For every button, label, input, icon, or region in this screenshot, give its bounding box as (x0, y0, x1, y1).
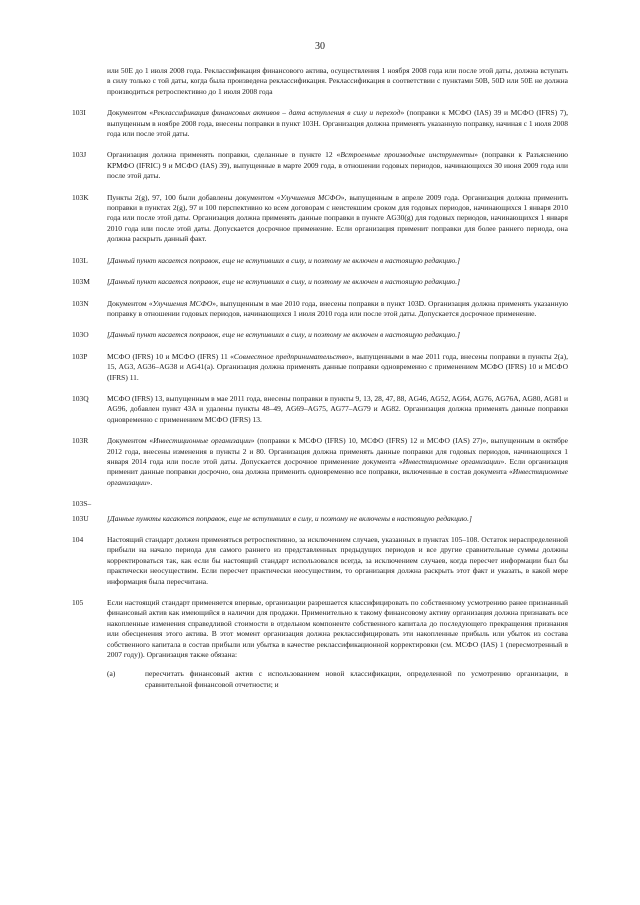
paragraph (72, 66, 568, 97)
paragraph-text (72, 66, 568, 97)
paragraph-text (107, 330, 568, 340)
text-segment: МСФО (IFRS) 10 и МСФО (IFRS) 11 « (107, 351, 234, 361)
italic-text: Встроенные производные инструменты (340, 150, 475, 160)
text-segment: », выпущенными в мае 2011 года, внесены поправки в пункты 2(a), 15, AG3, AG36–AG38 и AG41(a). Организация должна применять данные поправки одновременно с применением МСФО (IFRS) 10 и МСФО (IFRS) 11. (107, 351, 568, 382)
paragraph-text (107, 299, 568, 320)
italic-text: Совместное предпринимательство (233, 351, 349, 361)
italic-text: Реклассификация финансовых активов – дата вступления в силу и переход (153, 108, 401, 118)
paragraph-number: 104 (72, 535, 84, 544)
paragraph (72, 535, 568, 587)
paragraph-number: 103O (72, 330, 89, 340)
paragraph-text (107, 352, 568, 383)
paragraph (72, 330, 568, 340)
paragraph-text (107, 535, 568, 587)
text-segment: », выпущенным в апреле 2009 года. Организация должна применить поправки в пунктах 2(g), 97 и 100 перспективно ко всем договорам с неистекшим сроком для годовых периодов, начинающихся 1 января 2010 года или после этой даты. Организация должна применять данные поправки в пункте AG30(g) для годовых периодов, начинающихся 1 января 2010 года или после этой даты. Допускается досрочное применение. Если организация применит поправки для более раннего периода, она должна раскрыть данный факт. (107, 192, 568, 244)
paragraph-number: 103P (72, 351, 88, 361)
paragraph (72, 256, 568, 266)
document-body (72, 66, 568, 701)
paragraph-number: 103M (72, 277, 90, 287)
text-segment: » (поправки к МСФО (IAS) 39 и МСФО (IFRS) 7), выпущенным в ноябре 2008 года, внесены поправки в пункт 103H. Организация должна применять указанную поправку, начиная с 1 июля 2008 года или после этой даты. (107, 108, 568, 139)
italic-text: [Данный пункт касается поправок, еще не вступивших в силу, и поэтому не включен в настоящую редакцию.] (107, 277, 461, 287)
paragraph-text (107, 108, 568, 139)
text-segment: » (поправки к МСФО (IFRS) 10, МСФО (IFRS) 12 и МСФО (IAS) 27)», выпущенным в октябре 2012 года, внесены изменения в пункты 2 и 80. Организация должна применять данные поправки для годовых периодов, начинающихся 1 января 2014 года или после этой даты. Допускается досрочное применение документа « (107, 436, 568, 466)
text-segment: » (поправки к Разъяснению КРМФО (IFRIC) 9 и МСФО (IAS) 39), выпущенные в марте 2009 года, в отношении годовых периодов, начинающихся 30 июня 2009 года или после этой даты. (107, 150, 568, 181)
text-segment: Документом « (107, 298, 153, 308)
text-segment: Документом « (107, 436, 154, 446)
italic-text: Инвестиционные организации (402, 456, 501, 466)
text-segment: МСФО (IFRS) 13, выпущенным в мае 2011 года, внесены поправки в пункты 9, 13, 28, 47, 88, AG46, AG52, AG64, AG76, AG76A, AG80, AG81 и AG96, добавлен пункт 43A и удалены пункты 48–49, AG69–AG75, AG77–AG79 и AG82. Организация должна применять данные поправки одновременно с применением МСФО (IFRS) 13. (107, 393, 568, 424)
paragraph (72, 108, 568, 139)
italic-text: [Данные пункты касаются поправок, еще не вступивших в силу, и поэтому не включены в настоящую редакцию.] (107, 513, 472, 523)
paragraph (72, 299, 568, 320)
text-segment: Документом « (107, 108, 154, 118)
paragraph (72, 598, 568, 690)
italic-text: Инвестиционные организации (107, 467, 568, 487)
italic-text: Улучшения МСФО (280, 192, 341, 202)
paragraph-number: 103Q (72, 393, 89, 403)
paragraph-text (107, 150, 568, 181)
paragraph-text (107, 394, 568, 425)
text-segment: ». Если организация применит данные поправки досрочно, она должна применить одновременно все поправки, включенные в состав документа « (107, 456, 568, 477)
text-segment: Настоящий стандарт должен применяться ретроспективно, за исключением случаев, указанных в пунктах 105–108. Остаток нераспределенной прибыли на начало периода для самого раннего из представленных предыдущих периодов и все другие сравнительные суммы должны корректироваться так, как если бы настоящий стандарт использовался всегда, за исключением случаев, когда пересчет информации был бы практически неосуществим. Если пересчет практически неосуществим, то организация должна раскрыть этот факт и указать, в какой мере информация была пересчитана. (107, 535, 568, 586)
text-segment: », выпущенным в мае 2010 года, внесены поправки в пункт 103D. Организация должна применять указанную поправку в отношении годовых периодов, начинающихся 1 июля 2010 года или после этой даты. Допускается досрочное применение. (107, 298, 568, 318)
text-segment: Организация должна применять поправки, сделанные в пункте 12 « (107, 150, 341, 160)
paragraph-text (107, 193, 568, 245)
italic-text: Инвестиционные организации (153, 436, 251, 446)
paragraph-number: 103I (72, 108, 86, 118)
paragraph-text (107, 598, 568, 690)
italic-text: Улучшения МСФО (152, 298, 213, 308)
paragraph-text (107, 277, 568, 287)
paragraph (72, 499, 568, 509)
paragraph-number: 103S– (72, 499, 92, 509)
text-segment: или 50E до 1 июля 2008 года. Реклассификация финансового актива, осуществления 1 ноября 2008 года или после этой даты, должна вступать в силу только с той даты, когда была произведена реклассификация. Реклассификация в соответствии с пунктами 50B, 50D или 50E не должна производиться ретроспективно до 1 июля 2008 года (107, 66, 568, 96)
paragraph (72, 277, 568, 287)
paragraph-number: 103K (72, 192, 89, 202)
paragraph (72, 514, 568, 524)
paragraph (72, 436, 568, 488)
paragraph-text (107, 256, 568, 266)
paragraph (72, 150, 568, 181)
italic-text: [Данный пункт касается поправок, еще не вступивших в силу, и поэтому не включен в настоящую редакцию.] (107, 330, 461, 340)
page-number: 30 (315, 41, 325, 52)
paragraph-number: 105 (72, 598, 84, 608)
paragraph-list (72, 66, 568, 690)
list-item-letter: (a) (107, 669, 116, 679)
paragraph-number: 103U (72, 513, 89, 523)
paragraph-number: 103L (72, 255, 88, 265)
paragraph (72, 193, 568, 245)
italic-text: [Данный пункт касается поправок, еще не вступивших в силу, и поэтому не включен в настоящую редакцию.] (107, 255, 461, 265)
text-segment: Если настоящий стандарт применяется впервые, организации разрешается классифицировать по собственному усмотрению ранее признанный финансовый актив как имеющийся в наличии для продажи. Применительно к такому финансовому активу организация должна признавать все накопленные изменения справедливой стоимости в отдельном компоненте собственного капитала до последующего прекращения признания или обесценения этого актива. В этот момент организация должна реклассифицировать эти накопленные прибыль или убыток из состава собственного капитала в состав прибыли или убытка в качестве реклассификационной корректировки (см. МСФО (IAS) 1 (пересмотренный в 2007 году)). Организация также обязана: (107, 598, 568, 660)
paragraph-number: 103N (72, 298, 89, 308)
text-segment: Пункты 2(g), 97, 100 были добавлены документом « (107, 192, 281, 202)
paragraph-text (107, 499, 568, 509)
text-segment: ». (146, 477, 153, 487)
list-item-text: пересчитать финансовый актив с использованием новой классификации, определенной по усмотрению организации, в сравнительной финансовой отчетности; и (145, 669, 568, 689)
paragraph (72, 352, 568, 383)
paragraph-text (107, 514, 568, 524)
paragraph (72, 394, 568, 425)
list-item (107, 669, 568, 690)
paragraph-number: 103J (72, 150, 87, 160)
paragraph-number: 103R (72, 436, 89, 446)
paragraph-text (107, 436, 568, 488)
